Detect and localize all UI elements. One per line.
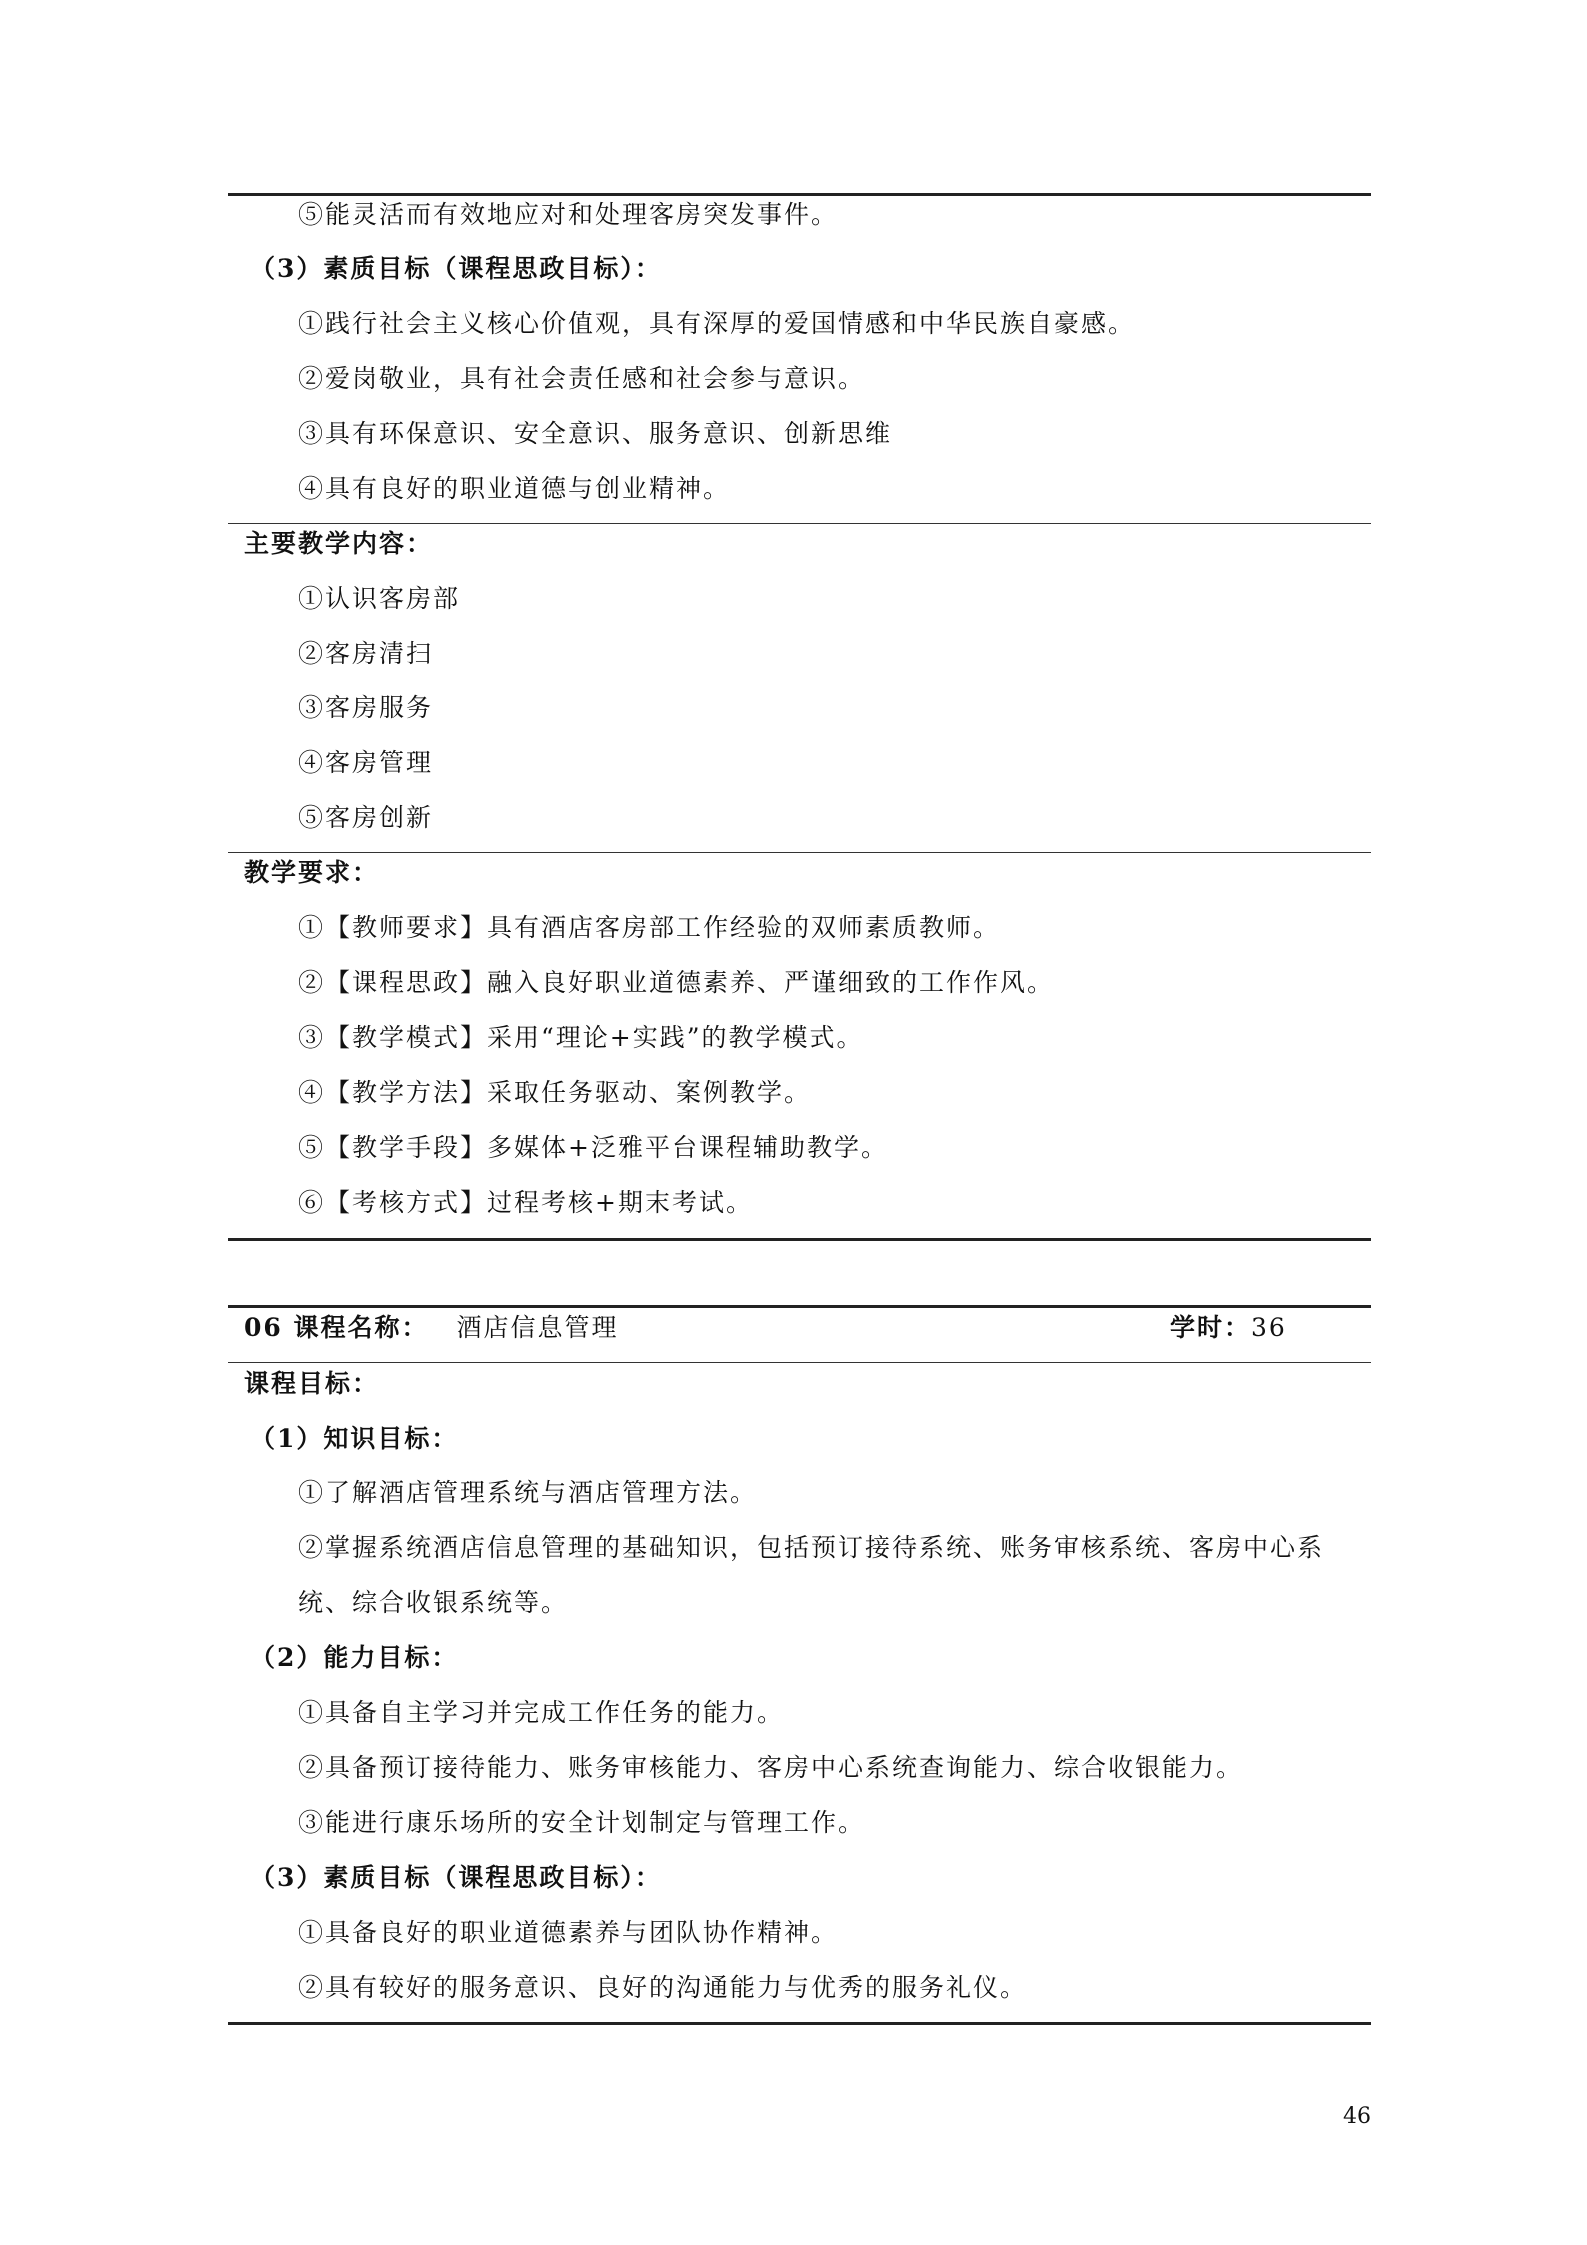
quality-item-1: ①具备良好的职业道德素养与团队协作精神。 — [298, 1918, 839, 1947]
course-name-row — [244, 1310, 619, 1346]
requirement-item-1: ①【教师要求】具有酒店客房部工作经验的双师素质教师。 — [298, 913, 1001, 942]
section-divider — [228, 852, 1371, 853]
content-heading: 主要教学内容： — [244, 529, 434, 558]
content-item-5: ⑤客房创新 — [298, 803, 434, 832]
ability-item-5: ⑤能灵活而有效地应对和处理客房突发事件。 — [298, 200, 839, 229]
requirements-heading: 教学要求： — [244, 858, 380, 887]
quality-objectives-heading: （3）素质目标（课程思政目标）： — [250, 254, 662, 283]
table-border-top — [228, 193, 1371, 196]
ability-item-2: ②具备预订接待能力、账务审核能力、客房中心系统查询能力、综合收银能力。 — [298, 1753, 1244, 1782]
table-border-bottom — [228, 2022, 1371, 2025]
page-number: 46 — [1343, 2104, 1371, 2129]
knowledge-item-2-continued: 统、综合收银系统等。 — [298, 1588, 569, 1617]
requirement-item-2: ②【课程思政】融入良好职业道德素养、严谨细致的工作作风。 — [298, 968, 1055, 997]
requirement-item-4: ④【教学方法】采取任务驱动、案例教学。 — [298, 1078, 812, 1107]
course-hours — [1170, 1310, 1287, 1346]
requirement-item-6: ⑥【考核方式】过程考核+期末考试。 — [298, 1188, 753, 1217]
quality-item-2: ②具有较好的服务意识、良好的沟通能力与优秀的服务礼仪。 — [298, 1973, 1028, 2002]
knowledge-objectives-heading: （1）知识目标： — [250, 1424, 459, 1453]
section-divider — [228, 1362, 1371, 1363]
course-label: 06 课程名称： — [244, 1313, 429, 1342]
objectives-heading: 课程目标： — [244, 1369, 380, 1398]
table-border-bottom — [228, 1238, 1371, 1241]
content-item-4: ④客房管理 — [298, 748, 434, 777]
ability-item-3: ③能进行康乐场所的安全计划制定与管理工作。 — [298, 1808, 866, 1837]
knowledge-item-2: ②掌握系统酒店信息管理的基础知识，包括预订接待系统、账务审核系统、客房中心系 — [298, 1533, 1325, 1562]
quality-objectives-heading: （3）素质目标（课程思政目标）： — [250, 1863, 662, 1892]
ability-item-1: ①具备自主学习并完成工作任务的能力。 — [298, 1698, 785, 1727]
ability-objectives-heading: （2）能力目标： — [250, 1643, 459, 1672]
hours-label: 学时： — [1170, 1313, 1252, 1342]
hours-value: 36 — [1251, 1313, 1287, 1342]
section-divider — [228, 523, 1371, 524]
content-item-1: ①认识客房部 — [298, 584, 461, 613]
quality-item-4: ④具有良好的职业道德与创业精神。 — [298, 474, 731, 503]
course-name: 酒店信息管理 — [456, 1313, 619, 1342]
requirement-item-5: ⑤【教学手段】多媒体+泛雅平台课程辅助教学。 — [298, 1133, 888, 1162]
knowledge-item-1: ①了解酒店管理系统与酒店管理方法。 — [298, 1478, 758, 1507]
content-item-3: ③客房服务 — [298, 693, 434, 722]
quality-item-2: ②爱岗敬业，具有社会责任感和社会参与意识。 — [298, 364, 866, 393]
table-border-top — [228, 1305, 1371, 1308]
quality-item-1: ①践行社会主义核心价值观，具有深厚的爱国情感和中华民族自豪感。 — [298, 309, 1136, 338]
requirement-item-3: ③【教学模式】采用“理论+实践”的教学模式。 — [298, 1023, 864, 1052]
content-item-2: ②客房清扫 — [298, 639, 434, 668]
quality-item-3: ③具有环保意识、安全意识、服务意识、创新思维 — [298, 419, 893, 448]
